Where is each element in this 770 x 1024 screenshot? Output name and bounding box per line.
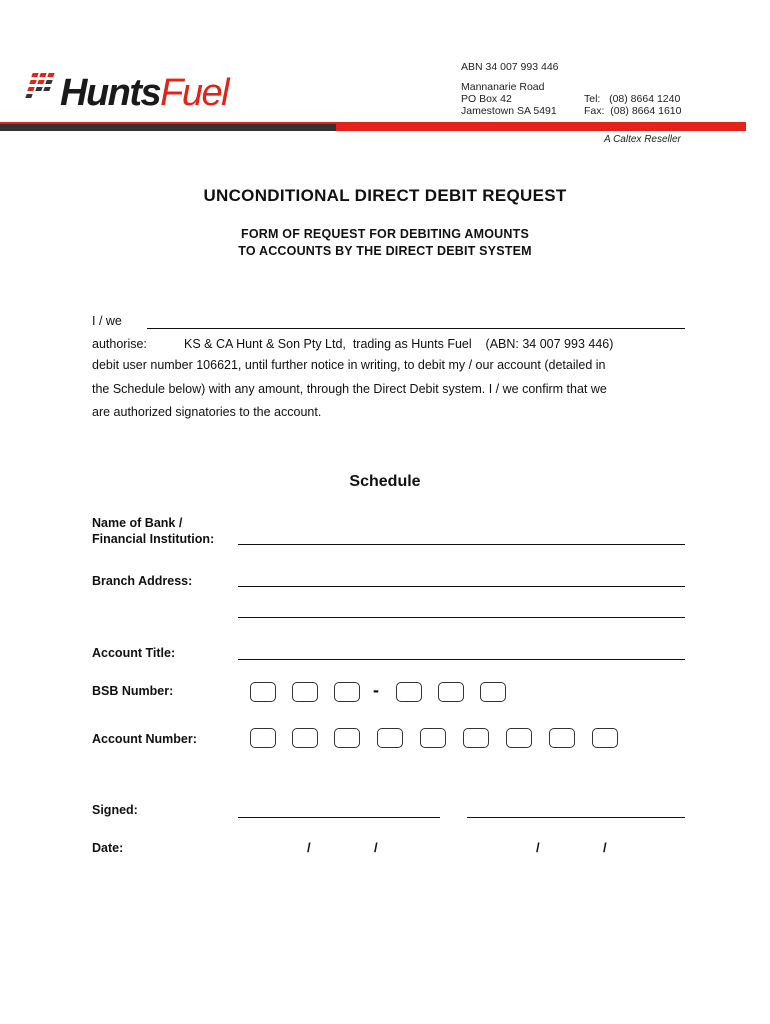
telephone: Tel: (08) 8664 1240 xyxy=(584,93,681,105)
company-logo xyxy=(60,74,228,112)
bsb-digit-box[interactable] xyxy=(292,682,318,702)
bsb-digit-box[interactable] xyxy=(396,682,422,702)
paragraph-line: debit user number 106621, until further notice in writing, to debit my / our account (detailed in xyxy=(92,358,606,372)
bsb-number-label: BSB Number: xyxy=(92,684,174,698)
account-digit-box[interactable] xyxy=(292,728,318,748)
bsb-digit-box[interactable] xyxy=(250,682,276,702)
bsb-digit-box[interactable] xyxy=(438,682,464,702)
logo-mark-icon xyxy=(30,73,58,99)
authorise-label: authorise: xyxy=(92,337,147,351)
subtitle-line-1: FORM OF REQUEST FOR DEBITING AMOUNTS xyxy=(241,227,529,241)
account-digit-box[interactable] xyxy=(250,728,276,748)
header-dark-band xyxy=(0,124,336,131)
authorise-text: KS & CA Hunt & Son Pty Ltd, trading as Hunts Fuel (ABN: 34 007 993 446) xyxy=(184,337,614,351)
branch-address-field-1[interactable] xyxy=(238,586,685,587)
request-paragraph xyxy=(92,354,692,425)
page-title: UNCONDITIONAL DIRECT DEBIT REQUEST xyxy=(203,186,567,205)
date-separator: / xyxy=(536,840,540,855)
bsb-digit-box[interactable] xyxy=(334,682,360,702)
bank-name-field[interactable] xyxy=(238,544,685,545)
date-separator: / xyxy=(603,840,607,855)
account-digit-box[interactable] xyxy=(463,728,489,748)
account-digit-box[interactable] xyxy=(506,728,532,748)
account-number-label: Account Number: xyxy=(92,732,197,746)
address-line-3: Jamestown SA 5491 xyxy=(461,105,557,117)
bank-label xyxy=(92,515,214,547)
account-title-field[interactable] xyxy=(238,659,685,660)
bank-label-line-1: Name of Bank / xyxy=(92,516,183,530)
abn-number: ABN 34 007 993 446 xyxy=(461,61,559,73)
paragraph-line: are authorized signatories to the account. xyxy=(92,405,322,419)
branch-address-label: Branch Address: xyxy=(92,574,193,588)
account-digit-box[interactable] xyxy=(592,728,618,748)
subtitle-line-2: TO ACCOUNTS BY THE DIRECT DEBIT SYSTEM xyxy=(238,244,532,258)
account-digit-box[interactable] xyxy=(377,728,403,748)
account-title-label: Account Title: xyxy=(92,646,176,660)
logo-text-fuel: Fuel xyxy=(160,72,229,114)
fax: Fax: (08) 8664 1610 xyxy=(584,105,682,117)
bsb-separator: - xyxy=(373,680,379,700)
account-digit-box[interactable] xyxy=(420,728,446,748)
bsb-digit-box[interactable] xyxy=(480,682,506,702)
signature-field-1[interactable] xyxy=(238,817,440,818)
logo-text-hunts: Hunts xyxy=(60,72,161,114)
reseller-note: A Caltex Reseller xyxy=(604,134,681,145)
signed-label: Signed: xyxy=(92,803,138,817)
date-separator: / xyxy=(374,840,378,855)
paragraph-line: the Schedule below) with any amount, through the Direct Debit system. I / we confirm that we xyxy=(92,381,607,396)
page-subtitle xyxy=(0,226,770,260)
account-digit-box[interactable] xyxy=(334,728,360,748)
i-we-label: I / we xyxy=(92,314,122,328)
signature-field-2[interactable] xyxy=(467,817,685,818)
address-line-1: Mannanarie Road xyxy=(461,81,545,93)
address-line-2: PO Box 42 xyxy=(461,93,512,105)
bank-label-line-2: Financial Institution: xyxy=(92,532,215,546)
schedule-heading: Schedule xyxy=(349,473,421,490)
date-separator: / xyxy=(307,840,311,855)
name-field[interactable] xyxy=(147,328,685,329)
account-digit-box[interactable] xyxy=(549,728,575,748)
branch-address-field-2[interactable] xyxy=(238,617,685,618)
date-label: Date: xyxy=(92,841,124,855)
